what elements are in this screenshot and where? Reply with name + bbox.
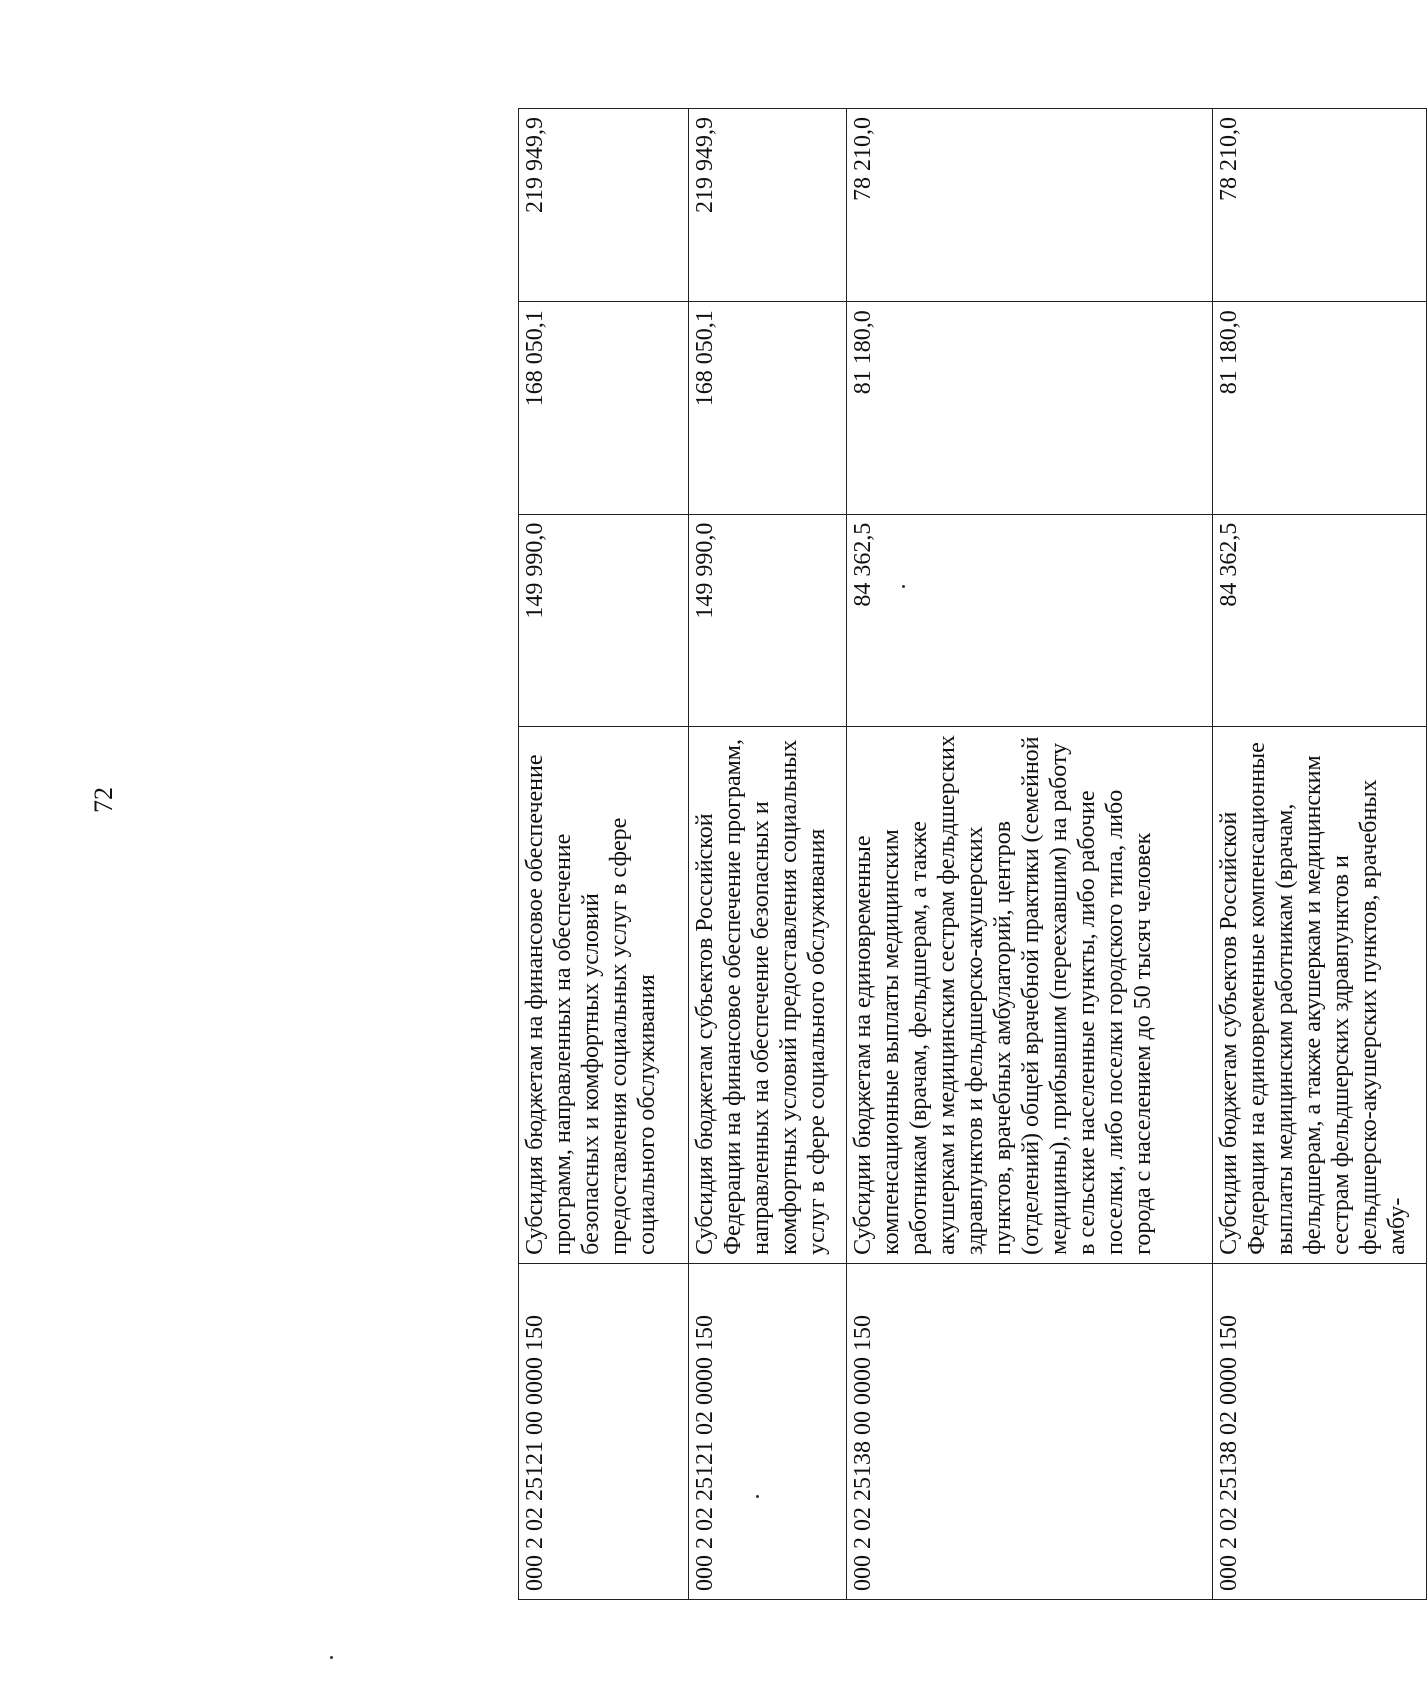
budget-table-container [518, 108, 1426, 1600]
value-1-cell: 149 990,0 [689, 514, 847, 726]
table-row [1213, 109, 1427, 1600]
table-row [519, 109, 689, 1600]
table-row [689, 109, 847, 1600]
value-1-cell: 84 362,5 [847, 514, 1213, 726]
value-3-cell: 219 949,9 [689, 109, 847, 302]
value-3-cell: 78 210,0 [1213, 109, 1427, 302]
description-cell: Субсидии бюджетам субъектов Российской Федерации на единовременные компенсационные выплаты медицинским работникам (врачам, фельдшерам, а также акушеркам и медицинским сестрам фельдшерских здравпунктов и фельдшерско-акушерских пунктов, врачебных амбу- [1213, 726, 1427, 1263]
page-number: 72 [89, 787, 118, 813]
scan-speck [756, 1495, 759, 1498]
value-2-cell: 81 180,0 [1213, 302, 1427, 514]
value-1-cell: 84 362,5 [1213, 514, 1427, 726]
description-cell: Субсидии бюджетам на единовременные компенсационные выплаты медицинским работникам (врачам, фельдшерам, а также акушеркам и медицинским сестрам фельдшерских здравпунктов и фельдшерско-акушерских пунктов, врачебных амбулаторий, центров (отделений) общей врачебной практики (семейной медицины), прибывшим (переехавшим) на работу в сельские населенные пункты, либо рабочие поселки, либо поселки городского типа, либо города с населением до 50 тысяч человек [847, 726, 1213, 1263]
value-2-cell: 168 050,1 [519, 302, 689, 514]
budget-code-cell: 000 2 02 25138 02 0000 150 [1213, 1263, 1427, 1599]
value-1-cell: 149 990,0 [519, 514, 689, 726]
value-3-cell: 78 210,0 [847, 109, 1213, 302]
scan-speck [330, 1656, 333, 1659]
description-cell: Субсидия бюджетам на финансовое обеспечение программ, направленных на обеспечение безопасных и комфортных условий предоставления социальных услуг в сфере социального обслуживания [519, 726, 689, 1263]
description-cell: Субсидия бюджетам субъектов Российской Федерации на финансовое обеспечение программ, направленных на обеспечение безопасных и комфортных условий предоставления социальных услуг в сфере социального обслуживания [689, 726, 847, 1263]
budget-code-cell: 000 2 02 25121 02 0000 150 [689, 1263, 847, 1599]
table-row [847, 109, 1213, 1600]
scan-speck [902, 585, 905, 588]
value-2-cell: 81 180,0 [847, 302, 1213, 514]
budget-table [518, 108, 1427, 1600]
value-3-cell: 219 949,9 [519, 109, 689, 302]
budget-code-cell: 000 2 02 25138 00 0000 150 [847, 1263, 1213, 1599]
budget-code-cell: 000 2 02 25121 00 0000 150 [519, 1263, 689, 1599]
value-2-cell: 168 050,1 [689, 302, 847, 514]
